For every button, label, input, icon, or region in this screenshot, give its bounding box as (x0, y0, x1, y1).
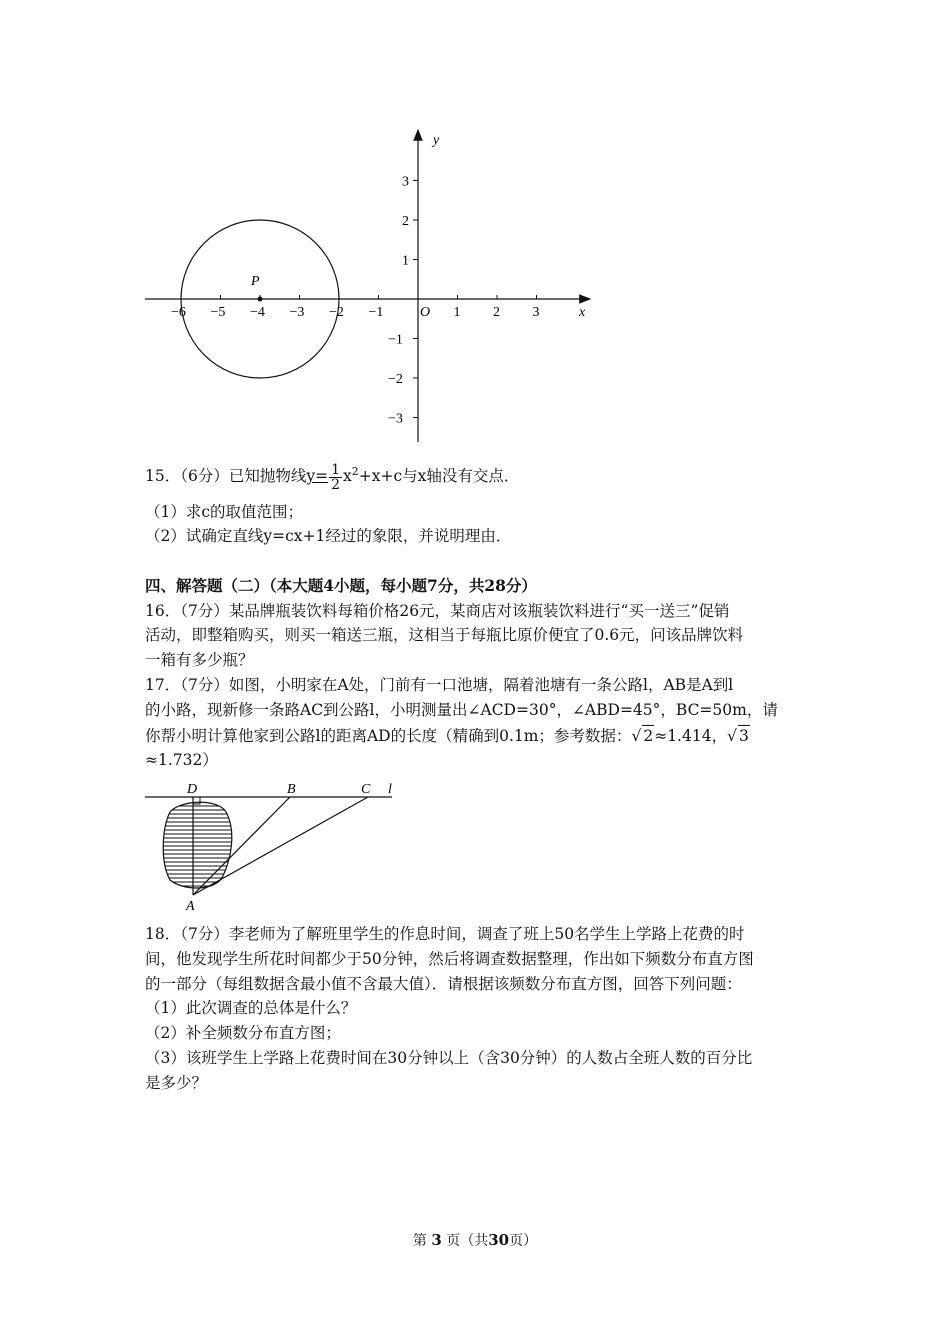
q15-part1: （1）求c的取值范围； (145, 503, 304, 521)
pond-outline (163, 802, 232, 888)
y-tick-label: 2 (402, 214, 409, 229)
q18-part3: （3）该班学生上学路上花费时间在30分钟以上（含30分钟）的人数占全班人数的百分比 (145, 1049, 753, 1067)
footer-pre: 第 (412, 1233, 427, 1249)
q17-line3 (145, 725, 750, 746)
q15-part2: （2）试确定直线y=cx+1经过的象限，并说明理由． (145, 527, 512, 545)
q15-prefix: 15．（6分）已知抛物线 (145, 467, 307, 486)
q16-line3: 一箱有多少瓶？ (145, 651, 254, 669)
q15-formula-y: y= (306, 467, 329, 486)
y-tick-label: 1 (402, 253, 409, 269)
q15-suffix: 与x轴没有交点． (402, 467, 520, 486)
sqrt3-symbol: √ (727, 727, 737, 745)
label-b: B (287, 782, 296, 797)
footer-page: 3 (431, 1231, 442, 1249)
q15-formula-rest: +x+c (358, 467, 403, 486)
footer-mid: 页（共 (446, 1233, 489, 1249)
q17-line2: 的小路，现新修一条路AC到公路l，小明测量出∠ACD=30°，∠ABD=45°，BC=50m，请 (145, 701, 778, 719)
q18-line1: 18．（7分）李老师为了解班里学生的作息时间，调查了班上50名学生上学路上花费的时 (145, 925, 745, 943)
q18-part3b: 是多少？ (145, 1074, 208, 1092)
origin-label: O (420, 305, 431, 320)
x-tick-label: −4 (250, 305, 265, 320)
sqrt2-value: 2 (643, 727, 654, 745)
x-tick-label: −5 (210, 305, 226, 320)
q18-part1: （1）此次调查的总体是什么？ (145, 999, 357, 1017)
q15-formula-exp: 2 (351, 465, 359, 478)
q18-line3: 的一部分（每组数据含最小值不含最大值）．请根据该频数分布直方图，回答下列问题： (145, 975, 742, 993)
y-ticks (388, 175, 418, 427)
q15-stem (145, 462, 519, 492)
coordinate-graph (0, 120, 950, 570)
q16-line2: 活动，即整箱购买，则买一箱送三瓶，这相当于每瓶比原价便宜了0.6元，问该品牌饮料 (145, 626, 744, 644)
q18-part2: （2）补全频数分布直方图； (145, 1024, 341, 1042)
q17-line3-b: ≈1.414， (654, 727, 728, 745)
x-tick-label: −1 (368, 305, 384, 320)
q18-line2: 间，他发现学生所花时间都少于50分钟，然后将调查数据整理，作出如下频数分布直方图 (145, 950, 754, 968)
y-axis-label: y (433, 133, 440, 148)
q17-line1: 17．（7分）如图，小明家在A处，门前有一口池塘，隔着池塘有一条公路l，AB是A到l (145, 676, 734, 694)
x-axis-label: x (579, 305, 586, 320)
q17-line4: ≈1.732） (145, 751, 218, 769)
section-heading: 四、解答题（二）（本大题4小题，每小题7分，共28分） (145, 576, 537, 595)
footer-total: 30 (488, 1231, 510, 1249)
label-l: l (388, 782, 392, 797)
point-p-label: P (251, 274, 260, 289)
y-tick-label: −1 (388, 332, 403, 348)
q17-figure (140, 778, 400, 913)
label-a: A (186, 899, 195, 913)
x-tick-label: −6 (171, 305, 186, 320)
q15-formula-x: x (343, 467, 352, 486)
x-tick-label: 2 (493, 305, 500, 320)
sqrt3-value: 3 (738, 727, 749, 745)
q16-line1: 16．（7分）某品牌瓶装饮料每箱价格26元，某商店对该瓶装饮料进行“买一送三”促销 (145, 602, 730, 620)
q15-frac-num: 1 (331, 461, 341, 478)
q15-frac-den: 2 (331, 476, 341, 493)
y-tick-label: −2 (388, 372, 403, 387)
x-tick-label: −2 (329, 305, 344, 320)
label-c: C (361, 782, 371, 797)
q15-fraction (329, 463, 342, 492)
sqrt2-symbol: √ (631, 727, 642, 745)
q17-line3-a: 你帮小明计算他家到公路l的距离AD的长度（精确到0.1m；参考数据： (145, 727, 632, 745)
y-tick-label: 3 (402, 174, 409, 190)
label-d: D (187, 782, 198, 797)
footer-post: 页） (509, 1233, 538, 1249)
x-tick-label: −3 (289, 305, 305, 320)
page-footer (0, 1230, 950, 1250)
y-tick-label: −3 (388, 411, 403, 427)
x-tick-label: 1 (453, 305, 461, 320)
x-tick-label: 3 (532, 305, 540, 320)
